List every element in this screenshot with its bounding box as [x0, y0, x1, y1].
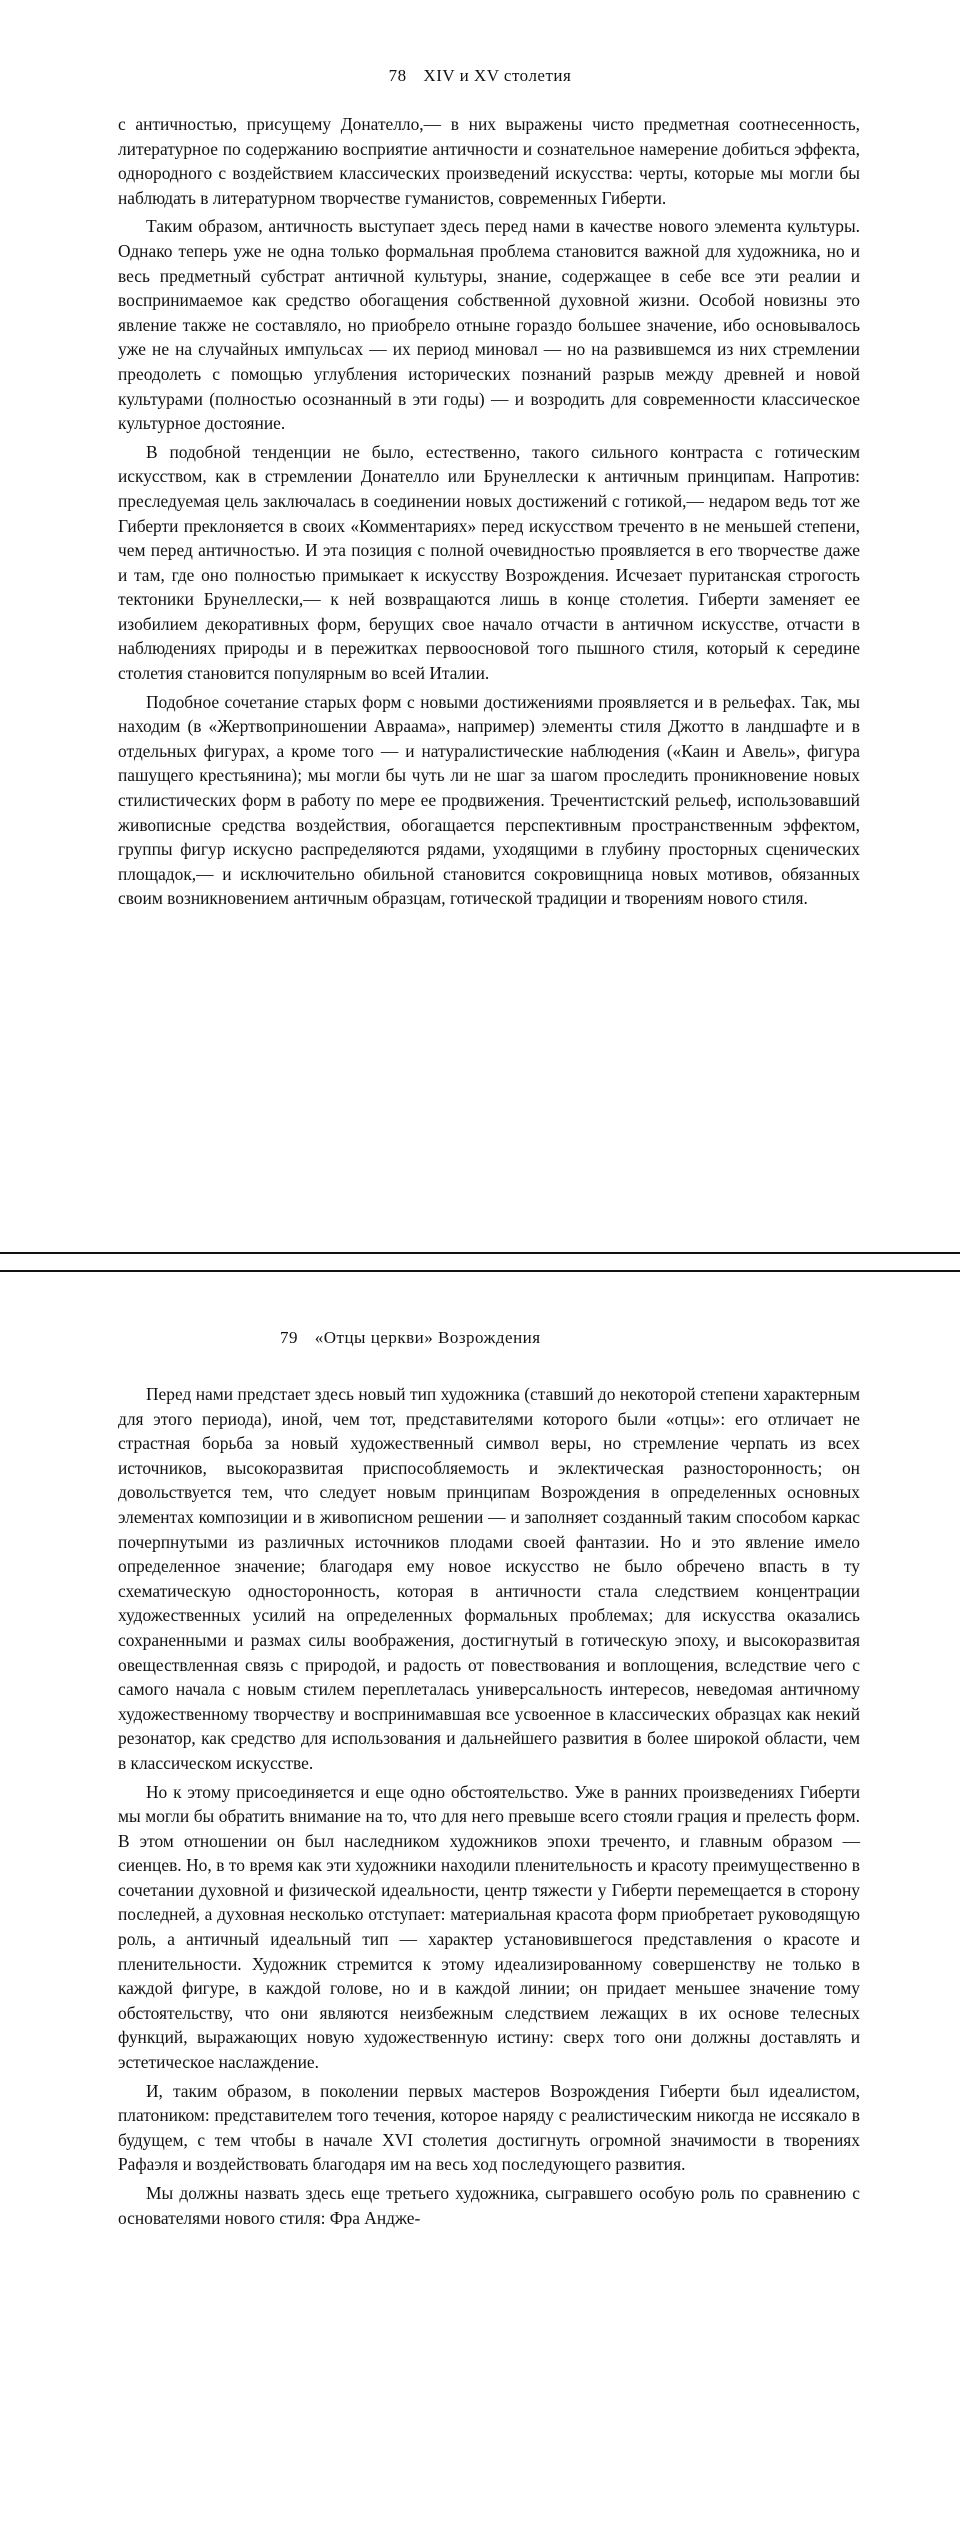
page-79	[0, 1272, 960, 2536]
paragraph: Но к этому присоединяется и еще одно обстоятельство. Уже в ранних произведениях Гиберти мы могли бы обратить внимание на то, что для него превыше всего стояли грация и прелесть форм. В этом отношении он был наследником художников эпохи треченто, и главным образом — сиенцев. Но, в то время как эти художники находили пленительность и красоту преимущественно в сочетании духовной и физической идеальности, центр тяжести у Гиберти перемещается в сторону последней, а духовная несколько отступает: материальная красота форм приобретает руководящую роль, а античный идеальный тип — характер установившегося представления о красоте и пленительности. Художник стремится к этому идеализированному совершенству не только в каждой фигуре, в каждой голове, но и в каждой линии; он придает меньшее значение тому обстоятельству, что они являются неизбежным следствием лежащих в их основе телесных функций, выражающих новую художественную истину: сверх того они должны доставлять и эстетическое наслаждение.	[118, 1781, 860, 2073]
paragraph: Подобное сочетание старых форм с новыми достижениями проявляется и в рельефах. Так, мы находим (в «Жертвоприношении Авраама», например) элементы стиля Джотто в ландшафте и в отдельных фигурах, а кроме того — и натуралистические наблюдения («Каин и Авель», фигура пашущего крестьянина); мы могли бы чуть ли не шаг за шагом проследить проникновение новых стилистических форм в работу по мере ее продвижения. Тречентистский рельеф, использовавший живописные средства воздействия, обогащается перспективным пространственным эффектом, группы фигур искусно распределяются рядами, уходящими в глубину просторных сценических площадок,— и исключительно обильной становится сокровищница новых мотивов, обязанных своим возникновением античным образцам, готической традиции и творениям нового стиля.	[118, 691, 860, 909]
running-header	[0, 1328, 960, 1348]
paragraph: В подобной тенденции не было, естественно, такого сильного контраста с готическим искусством, как в стремлении Донателло или Брунеллески к античным принципам. Напротив: преследуемая цель заключалась в соединении новых достижений с готикой,— недаром ведь тот же Гиберти преклоняется в своих «Комментариях» перед искусством треченто в не меньшей степени, чем перед античностью. И эта позиция с полной очевидностью проявляется в его творчестве даже и там, где оно полностью примыкает к искусству Возрождения. Исчезает пуританская строгость тектоники Брунеллески,— к ней возвращаются лишь в конце столетия. Гиберти заменяет ее изобилием декоративных форм, берущих свое начало отчасти в античном искусстве, отчасти в наблюдениях природы и в пережитках первоосновой того пышного стиля, который к середине столетия становится популярным во всей Италии.	[118, 441, 860, 684]
page-78	[0, 0, 960, 1252]
page-text	[118, 1382, 860, 2230]
page-text	[118, 112, 860, 911]
paragraph: с античностью, присущему Донателло,— в них выражены чисто предметная соотнесенность, литературное по содержанию восприятие античности и сознательное намерение добиться эффекта, однородного с воздействием классических произведений искусства: черты, которые мы могли бы наблюдать в литературном творчестве гуманистов, современных Гиберти.	[118, 114, 860, 208]
page-number: 78	[388, 66, 407, 85]
page-number: 79	[280, 1328, 298, 1347]
paragraph: Перед нами предстает здесь новый тип художника (ставший до некоторой степени характерным для этого периода), иной, чем тот, представителями которого были «отцы»: его отличает не страстная борьба за новый художественный символ веры, но стремление черпать из всех источников, высокоразвитая приспособляемость и эклектическая разносторонность; он довольствуется тем, что следует новым принципам Возрождения в определенных основных элементах композиции и в живописном решении — и заполняет созданный таким способом каркас почерпнутыми из различных источников плодами своей фантазии. Но и это явление имело определенное значение; благодаря ему новое искусство не было обречено впасть в ту схематическую односторонность, которая в античности стала следствием концентрации художественных усилий на определенных формальных проблемах; для искусства оказались сохраненными и размах силы воображения, достигнутый в готическую эпоху, и высокоразвитая овеществленная связь с природой, и радость от повествования и воплощения, вследствие чего с самого начала с новым стилем переплеталась универсальность интересов, неведомая античному художественному творчеству и воспринимавшая все усвоенное в классических образцах как некий резонатор, как средство для использования и дальнейшего развития в более широкой области, чем в классическом искусстве.	[118, 1384, 860, 1773]
running-head-title: «Отцы церкви» Возрождения	[314, 1328, 541, 1347]
running-head-title: XIV и XV столетия	[423, 66, 572, 85]
paragraph: Мы должны назвать здесь еще третьего художника, сыгравшего особую роль по сравнению с основателями нового стиля: Фра Андже-	[118, 2183, 860, 2228]
running-header	[0, 66, 960, 86]
paragraph: И, таким образом, в поколении первых мастеров Возрождения Гиберти был идеалистом, платоником: представителем того течения, которое наряду с реалистическим никогда не иссякало в будущем, с тем чтобы в начале XVI столетия достигнуть огромной значимости в творениях Рафаэля и воздействовать благодаря им на весь ход последующего развития.	[118, 2080, 860, 2175]
paragraph: Таким образом, античность выступает здесь перед нами в качестве нового элемента культуры. Однако теперь уже не одна только формальная проблема становится важной для художника, но и весь предметный субстрат античной культуры, знание, содержащее в себе все эти реалии и воспринимаемое как средство обогащения собственной духовной жизни. Особой новизны это явление также не составляло, но приобрело отныне гораздо большее значение, ибо основывалось уже не на случайных импульсах — их период миновал — но на развившемся из них стремлении преодолеть с помощью углубления исторических познаний разрыв между древней и новой культурами (полностью осознанный в эти годы) — и возродить для современности классическое культурное достояние.	[118, 216, 860, 434]
page-separator	[0, 1252, 960, 1272]
